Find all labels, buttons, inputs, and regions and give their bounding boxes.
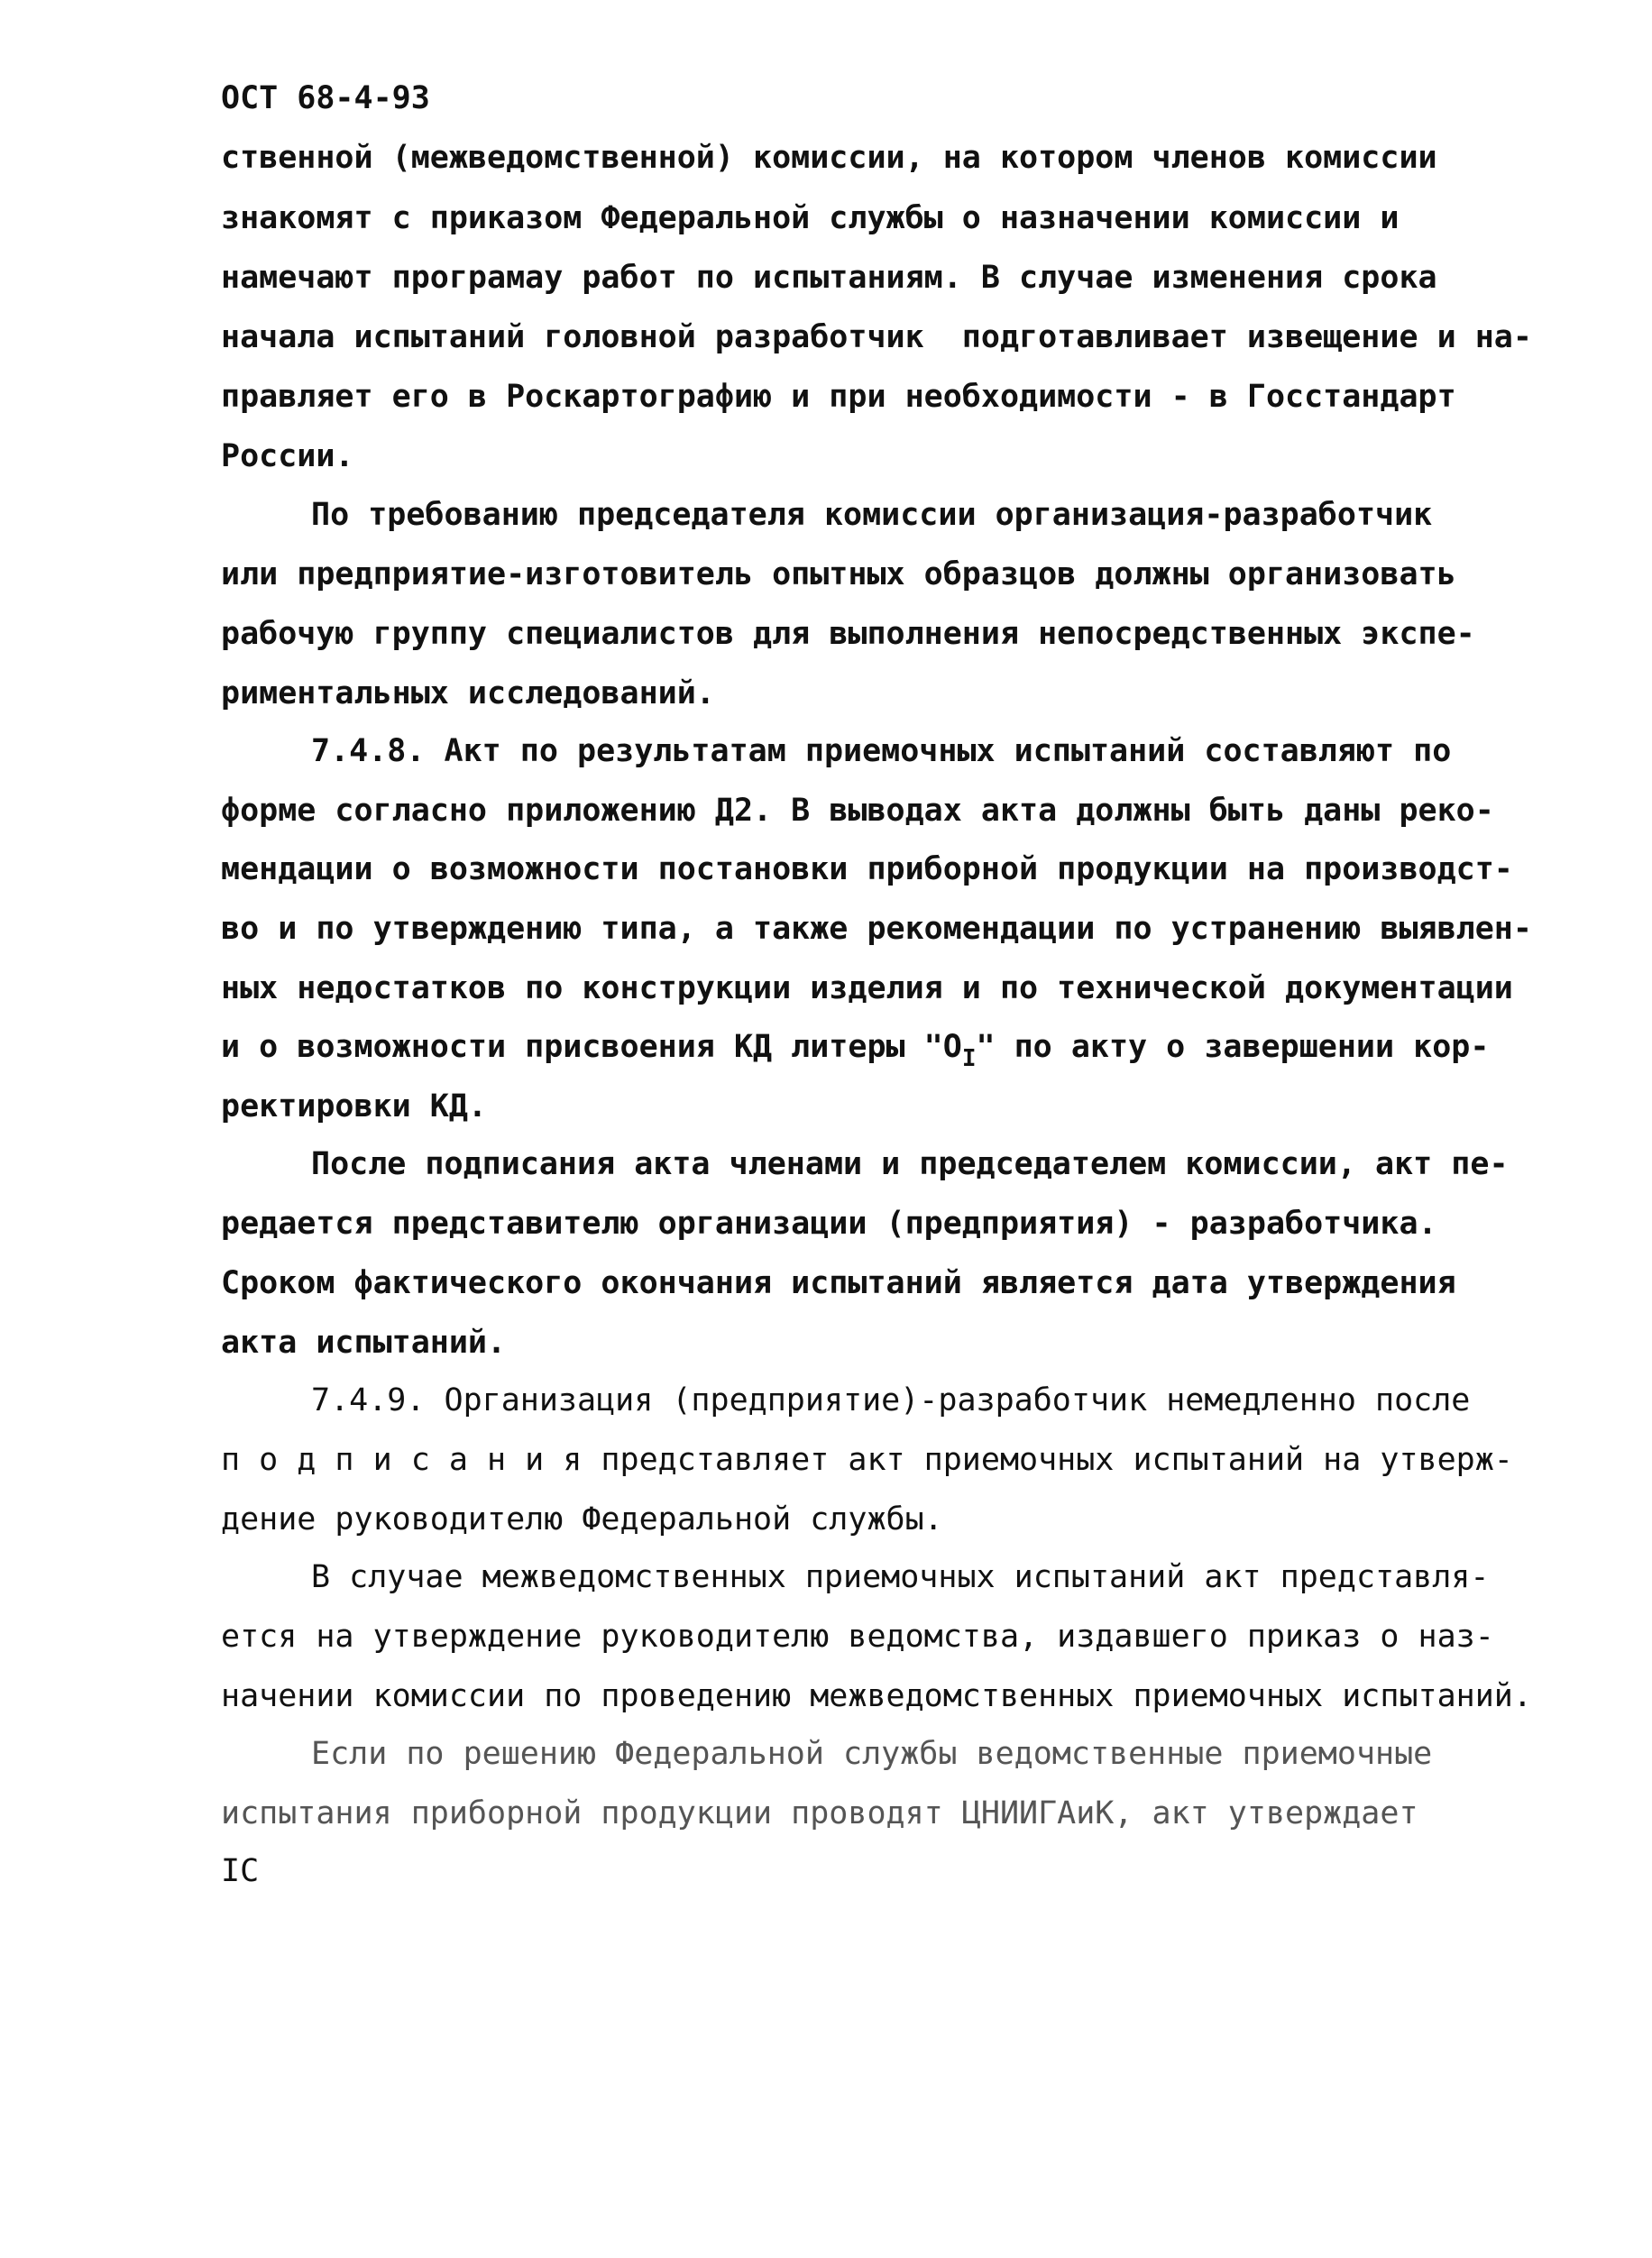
text-line: правляет его в Роскартографию и при необходимости - в Госстандарт — [221, 379, 1456, 415]
text-line: акта испытаний. — [221, 1325, 507, 1361]
text-line: п о д п и с а н и я представляет акт приемочных испытаний на утверж- — [221, 1442, 1513, 1478]
text-line: начении комиссии по проведению межведомственных приемочных испытаний. — [221, 1678, 1532, 1714]
text-line: испытания приборной продукции проводят ЦНИИГАиК, акт утверждает — [221, 1795, 1418, 1831]
text-line: России. — [221, 438, 354, 474]
literal-line-tail: " по акту о завершении кор- — [976, 1029, 1490, 1065]
text-line: ных недостатков по конструкции изделия и по технической документации — [221, 970, 1513, 1006]
clause-7-4-8-first-line: 7.4.8. Акт по результатам приемочных испытаний составляют по — [311, 733, 1452, 769]
paragraph-first-line: В случае межведомственных приемочных испытаний акт представля- — [311, 1559, 1490, 1595]
text-line: знакомят с приказом Федеральной службы о назначении комиссии и — [221, 200, 1400, 236]
literal-line — [221, 1026, 1489, 1079]
text-line: ректировки КД. — [221, 1088, 488, 1124]
text-line: мендации о возможности постановки приборной продукции на производст- — [221, 851, 1513, 887]
text-line: во и по утверждению типа, а также рекомендации по устранению выявлен- — [221, 911, 1532, 947]
clause-7-4-9-first-line: 7.4.9. Организация (предприятие)-разработчик немедленно после — [311, 1382, 1471, 1418]
text-line: редается представителю организации (предприятия) - разработчика. — [221, 1206, 1437, 1242]
text-line: начала испытаний головной разработчик подготавливает извещение и на- — [221, 319, 1532, 355]
literal-line-text: и о возможности присвоения КД литеры "О — [221, 1029, 962, 1065]
text-line: намечают програмау работ по испытаниям. В случае изменения срока — [221, 260, 1437, 296]
text-line: или предприятие-изготовитель опытных образцов должны организовать — [221, 556, 1456, 592]
page-number: IC — [221, 1853, 260, 1889]
text-line: ется на утверждение руководителю ведомства, издавшего приказ о наз- — [221, 1619, 1494, 1655]
paragraph-first-line: Если по решению Федеральной службы ведомственные приемочные — [311, 1736, 1433, 1772]
paragraph-first-line: После подписания акта членами и председателем комиссии, акт пе- — [311, 1146, 1509, 1182]
text-line: Сроком фактического окончания испытаний является дата утверждения — [221, 1265, 1456, 1301]
text-line: форме согласно приложению Д2. В выводах акта должны быть даны реко- — [221, 793, 1494, 829]
literal-subscript: I — [961, 1045, 977, 1072]
text-line: рабочую группу специалистов для выполнения непосредственных экспе- — [221, 616, 1475, 652]
text-line: ственной (межведомственной) комиссии, на котором членов комиссии — [221, 140, 1437, 176]
text-line: риментальных исследований. — [221, 675, 715, 711]
text-line: дение руководителю Федеральной службы. — [221, 1501, 943, 1537]
document-code: ОСТ 68-4-93 — [221, 80, 430, 116]
paragraph-first-line: По требованию председателя комиссии организация-разработчик — [311, 497, 1433, 533]
